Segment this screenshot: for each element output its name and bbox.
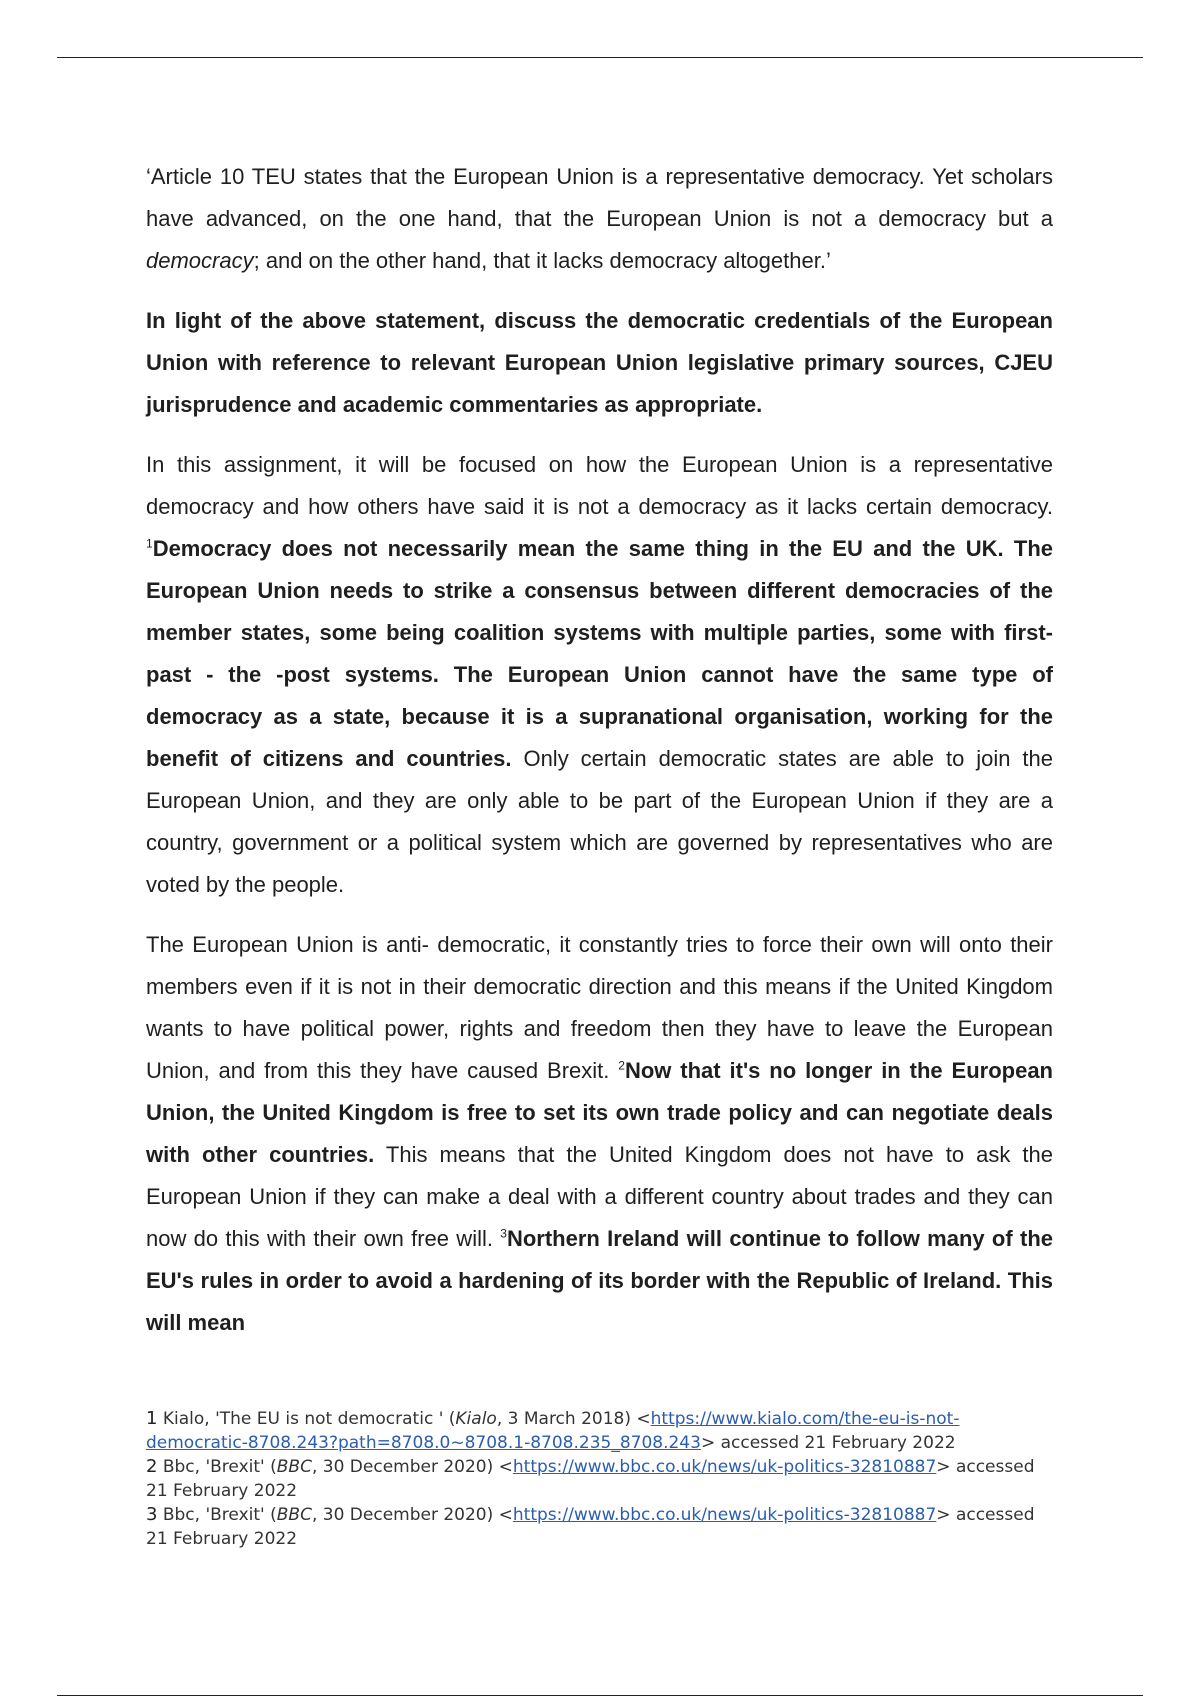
- intro-quote-text-end: ; and on the other hand, that it lacks democracy altogether.’: [253, 248, 831, 273]
- paragraph-1-text: In this assignment, it will be focused on how the European Union is a representative democracy and how others have said it is not a democracy as it lacks certain democracy.: [146, 452, 1053, 519]
- footer-rule: [57, 1695, 1143, 1696]
- footnote-ref-3[interactable]: 3: [500, 1226, 507, 1241]
- footnote-source: Kialo: [455, 1409, 497, 1429]
- footnote-number: 1: [146, 1408, 158, 1429]
- footnote-text: , 3 March 2018) <: [496, 1409, 651, 1429]
- footnote-text: Bbc, 'Brexit' (: [157, 1505, 277, 1525]
- footnote-link[interactable]: https://www.bbc.co.uk/news/uk-politics-32810887: [512, 1457, 937, 1477]
- footnotes: [146, 1407, 1053, 1551]
- footnote-source: BBC: [276, 1457, 312, 1477]
- task-statement: In light of the above statement, discuss the democratic credentials of the European Union with reference to relevant European Union legislative primary sources, CJEU jurisprudence and academic commentaries as appropriate.: [146, 308, 1053, 417]
- paragraph-2: [146, 924, 1053, 1344]
- footnote-accessed: > accessed 21 February 2022: [146, 1505, 1035, 1549]
- footnote-number: 2: [146, 1456, 158, 1477]
- footnote-accessed: > accessed 21 February 2022: [146, 1457, 1035, 1501]
- paragraph-1: [146, 444, 1053, 906]
- intro-quote-emphasis: democracy: [146, 248, 254, 273]
- paragraph-2-text: The European Union is anti- democratic, it constantly tries to force their own will onto their members even if it is not in their democratic direction and this means if the United Kingdom wants to have political power, rights and freedom then they have to leave the European Union, and from this they have caused Brexit.: [146, 932, 1053, 1083]
- footnote-text: , 30 December 2020) <: [311, 1505, 513, 1525]
- footnote-ref-2[interactable]: 2: [618, 1058, 625, 1073]
- footnote-text: Bbc, 'Brexit' (: [157, 1457, 277, 1477]
- paragraph-2-bold-end: Northern Ireland will continue to follow many of the EU's rules in order to avoid a hardening of its border with the Republic of Ireland. This will mean: [146, 1226, 1053, 1335]
- footnote-text: Kialo, 'The EU is not democratic ' (: [157, 1409, 456, 1429]
- footnote-2: [146, 1455, 1053, 1503]
- header-rule: [57, 57, 1143, 58]
- paragraph-2-text-mid: This means that the United Kingdom does not have to ask the European Union if they can make a deal with a different country about trades and they can now do this with their own free will.: [146, 1142, 1053, 1251]
- intro-quote-text: ‘Article 10 TEU states that the European Union is a representative democracy. Yet scholars have advanced, on the one hand, that the European Union is not a democracy but a: [146, 164, 1053, 231]
- footnote-number: 3: [146, 1504, 158, 1525]
- footnote-ref-1[interactable]: 1: [146, 536, 153, 551]
- intro-quote: [146, 156, 1053, 282]
- footnote-source: BBC: [276, 1505, 312, 1525]
- footnote-3: [146, 1503, 1053, 1551]
- footnote-1: [146, 1407, 1053, 1455]
- document-body: [146, 156, 1053, 1362]
- footnote-link[interactable]: https://www.bbc.co.uk/news/uk-politics-32810887: [512, 1505, 937, 1525]
- footnote-accessed: > accessed 21 February 2022: [700, 1433, 956, 1453]
- paragraph-1-text-end: Only certain democratic states are able to join the European Union, and they are only able to be part of the European Union if they are a country, government or a political system which are governed by representatives who are voted by the people.: [146, 746, 1053, 897]
- footnote-link[interactable]: https://www.kialo.com/the-eu-is-not-democratic-8708.243?path=8708.0~8708.1-8708.235_8708.243: [146, 1409, 960, 1453]
- paragraph-1-bold: Democracy does not necessarily mean the same thing in the EU and the UK. The European Union needs to strike a consensus between different democracies of the member states, some being coalition systems with multiple parties, some with first- past - the -post systems. The European Union cannot have the same type of democracy as a state, because it is a supranational organisation, working for the benefit of citizens and countries.: [146, 536, 1053, 771]
- paragraph-2-bold: Now that it's no longer in the European Union, the United Kingdom is free to set its own trade policy and can negotiate deals with other countries.: [146, 1058, 1053, 1167]
- footnote-text: , 30 December 2020) <: [311, 1457, 513, 1477]
